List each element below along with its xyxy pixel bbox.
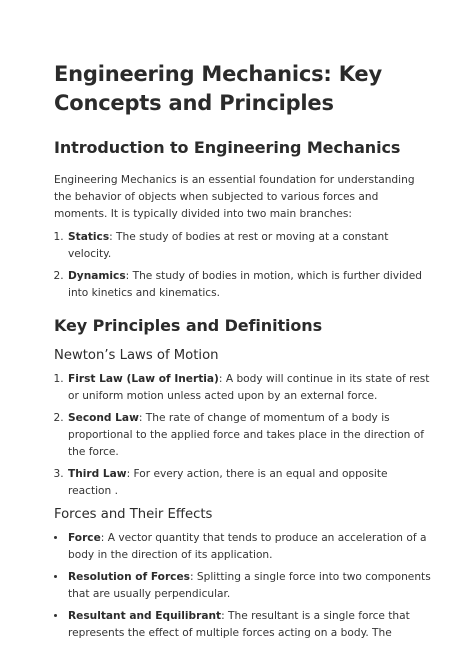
- list-item: [67, 466, 434, 500]
- list-item-text: : The study of bodies in motion, which is further divided into kinetics and kinematics.: [68, 270, 422, 299]
- list-item-term: Resolution of Forces: [68, 571, 190, 583]
- newton-laws-list: [54, 371, 434, 500]
- newton-heading: Newton’s Laws of Motion: [54, 348, 219, 363]
- list-item-term: Second Law: [68, 412, 139, 424]
- branches-list: [54, 229, 434, 302]
- list-item-term: First Law (Law of Inertia): [68, 373, 219, 385]
- intro-heading: Introduction to Engineering Mechanics: [54, 138, 401, 157]
- document-title: Engineering Mechanics: Key Concepts and Principles: [54, 62, 382, 115]
- list-item: [67, 229, 434, 263]
- list-item-term: Dynamics: [68, 270, 126, 282]
- list-item-text: : A body will continue in its state of rest or uniform motion unless acted upon by an external force.: [68, 373, 430, 402]
- list-item-text: : The study of bodies at rest or moving at a constant velocity.: [68, 231, 389, 260]
- list-item-term: Statics: [68, 231, 110, 243]
- list-item-text: : For every action, there is an equal and opposite reaction .: [68, 468, 388, 497]
- list-item-text: : The rate of change of momentum of a body is proportional to the applied force and takes place in the direction of the force.: [68, 412, 424, 458]
- principles-heading: Key Principles and Definitions: [54, 316, 323, 335]
- list-item-text: : Splitting a single force into two components that are usually perpendicular.: [68, 571, 431, 600]
- intro-paragraph: Engineering Mechanics is an essential foundation for understanding the behavior of objects when subjected to various forces and moments. It is typically divided into two main branches:: [54, 174, 415, 220]
- list-item: [67, 268, 434, 302]
- list-item: [67, 410, 434, 461]
- list-item: [67, 608, 434, 642]
- list-item: [67, 371, 434, 405]
- list-item-text: : A vector quantity that tends to produce an acceleration of a body in the direction of its application.: [68, 532, 427, 561]
- forces-list: [54, 530, 434, 642]
- list-item: [67, 569, 434, 603]
- list-item-term: Force: [68, 532, 101, 544]
- document-page: [54, 60, 434, 647]
- list-item-text: : The resultant is a single force that represents the effect of multiple forces acting on a body. The: [68, 610, 410, 639]
- list-item-term: Resultant and Equilibrant: [68, 610, 222, 622]
- list-item: [67, 530, 434, 564]
- list-item-term: Third Law: [68, 468, 127, 480]
- forces-heading: Forces and Their Effects: [54, 507, 213, 522]
